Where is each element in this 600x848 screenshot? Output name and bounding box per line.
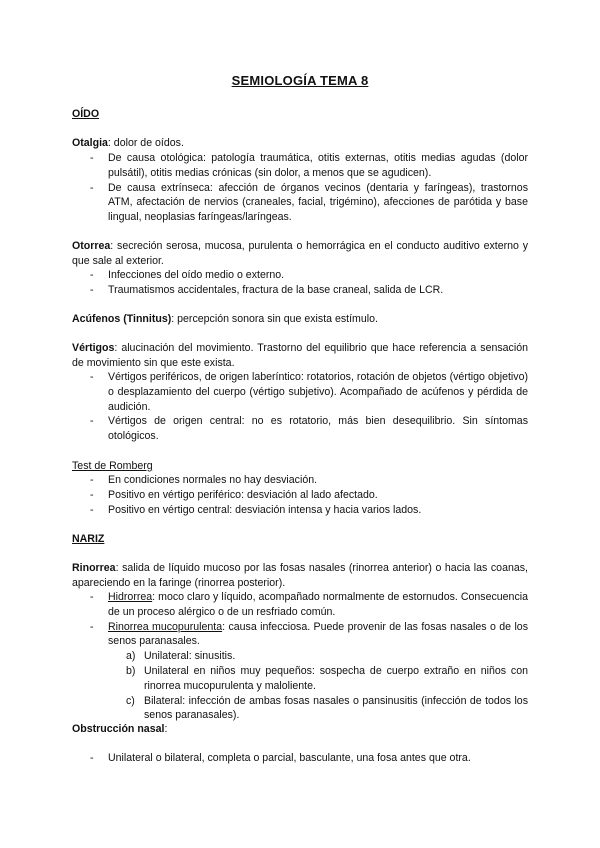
romberg-list: [72, 473, 528, 517]
vertigos-def: : alucinación del movimiento. Trastorno del equilibrio que hace referencia a sensación de movimiento sin que este exista.: [72, 342, 528, 369]
mucopurulenta-def: : causa infecciosa. Puede provenir de las fosas nasales o de los senos paranasales.: [108, 620, 528, 648]
rinorrea-term: Rinorrea: [72, 562, 116, 574]
list-item: - Traumatismos accidentales, fractura de la base craneal, salida de LCR.: [72, 283, 528, 298]
rinorrea-list: [72, 590, 528, 723]
otalgia-term: Otalgia: [72, 137, 108, 149]
otalgia-list: [72, 151, 528, 225]
otalgia-def: : dolor de oídos.: [107, 137, 184, 149]
list-item: - De causa extrínseca: afección de órganos vecinos (dentaria y faríngeas), trastornos ATM, afectación de nervios (craneales, facial, trigémino), afecciones de parótida y base lingual, neoplasias faríngeas/laríngeas.: [72, 181, 528, 225]
acufenos-term: Acúfenos (Tinnitus): [72, 313, 172, 325]
obstruccion-def: :: [164, 723, 168, 735]
obstruccion-term: Obstrucción nasal: [72, 723, 165, 735]
otorrea-list: [72, 268, 528, 298]
vertigos-definition: [72, 341, 528, 371]
hidrorrea-term: Hidrorrea: [108, 591, 153, 603]
section-heading-nariz: NARIZ: [72, 533, 105, 545]
otorrea-term: Otorrea: [72, 240, 111, 252]
page-title: SEMIOLOGÍA TEMA 8: [231, 73, 369, 88]
obstruccion-list: [72, 751, 528, 766]
list-item: [72, 590, 528, 620]
vertigos-term: Vértigos: [72, 342, 115, 354]
list-item: [72, 620, 528, 724]
mucopurulenta-term: Rinorrea mucopurulenta: [108, 620, 223, 633]
list-item: - Positivo en vértigo central: desviación intensa y hacia varios lados.: [72, 503, 528, 518]
rinorrea-definition: [72, 561, 528, 591]
acufenos-def: : percepción sonora sin que exista estímulo.: [171, 313, 378, 325]
list-item: - Infecciones del oído medio o externo.: [72, 268, 528, 283]
sublist-item: a) Unilateral: sinusitis.: [72, 649, 528, 664]
obstruccion-definition: [72, 722, 528, 737]
list-item: - Vértigos de origen central: no es rotatorio, más bien desequilibrio. Sin síntomas otológicos.: [72, 414, 528, 444]
list-item: - Unilateral o bilateral, completa o parcial, basculante, una fosa antes que otra.: [72, 751, 528, 766]
acufenos-definition: [72, 312, 528, 327]
romberg-heading: Test de Romberg: [72, 460, 153, 472]
hidrorrea-def: : moco claro y líquido, acompañado normalmente de estornudos. Consecuencia de un proceso alérgico o de un resfriado común.: [108, 591, 528, 618]
vertigos-list: [72, 370, 528, 444]
section-heading-oido: OÍDO: [72, 108, 100, 120]
otorrea-definition: [72, 239, 528, 269]
mucopurulenta-sublist: [108, 649, 528, 723]
otorrea-def: : secreción serosa, mucosa, purulenta o hemorrágica en el conducto auditivo externo y que sale al exterior.: [72, 240, 528, 267]
list-item: - En condiciones normales no hay desviación.: [72, 473, 528, 488]
list-item: - Positivo en vértigo periférico: desviación al lado afectado.: [72, 488, 528, 503]
list-item: - De causa otológica: patología traumática, otitis externas, otitis medias agudas (dolor pulsátil), otitis medias crónicas (sin dolor, a menos que se agudicen).: [72, 151, 528, 181]
rinorrea-def: : salida de líquido mucoso por las fosas nasales (rinorrea anterior) o hacia las coanas, apareciendo en la faringe (rinorrea posterior).: [72, 562, 528, 589]
list-item: - Vértigos periféricos, de origen laberíntico: rotatorios, rotación de objetos (vértigo objetivo) o desplazamiento del cuerpo (vértigo subjetivo). Acompañado de acúfenos y pérdida de audición.: [72, 370, 528, 414]
otalgia-definition: [72, 136, 528, 151]
sublist-item: b) Unilateral en niños muy pequeños: sospecha de cuerpo extraño en niños con rinorrea mucopurulenta y maloliente.: [72, 664, 528, 694]
sublist-item: c) Bilateral: infección de ambas fosas nasales o pansinusitis (infección de todos los senos paranasales).: [72, 694, 528, 724]
